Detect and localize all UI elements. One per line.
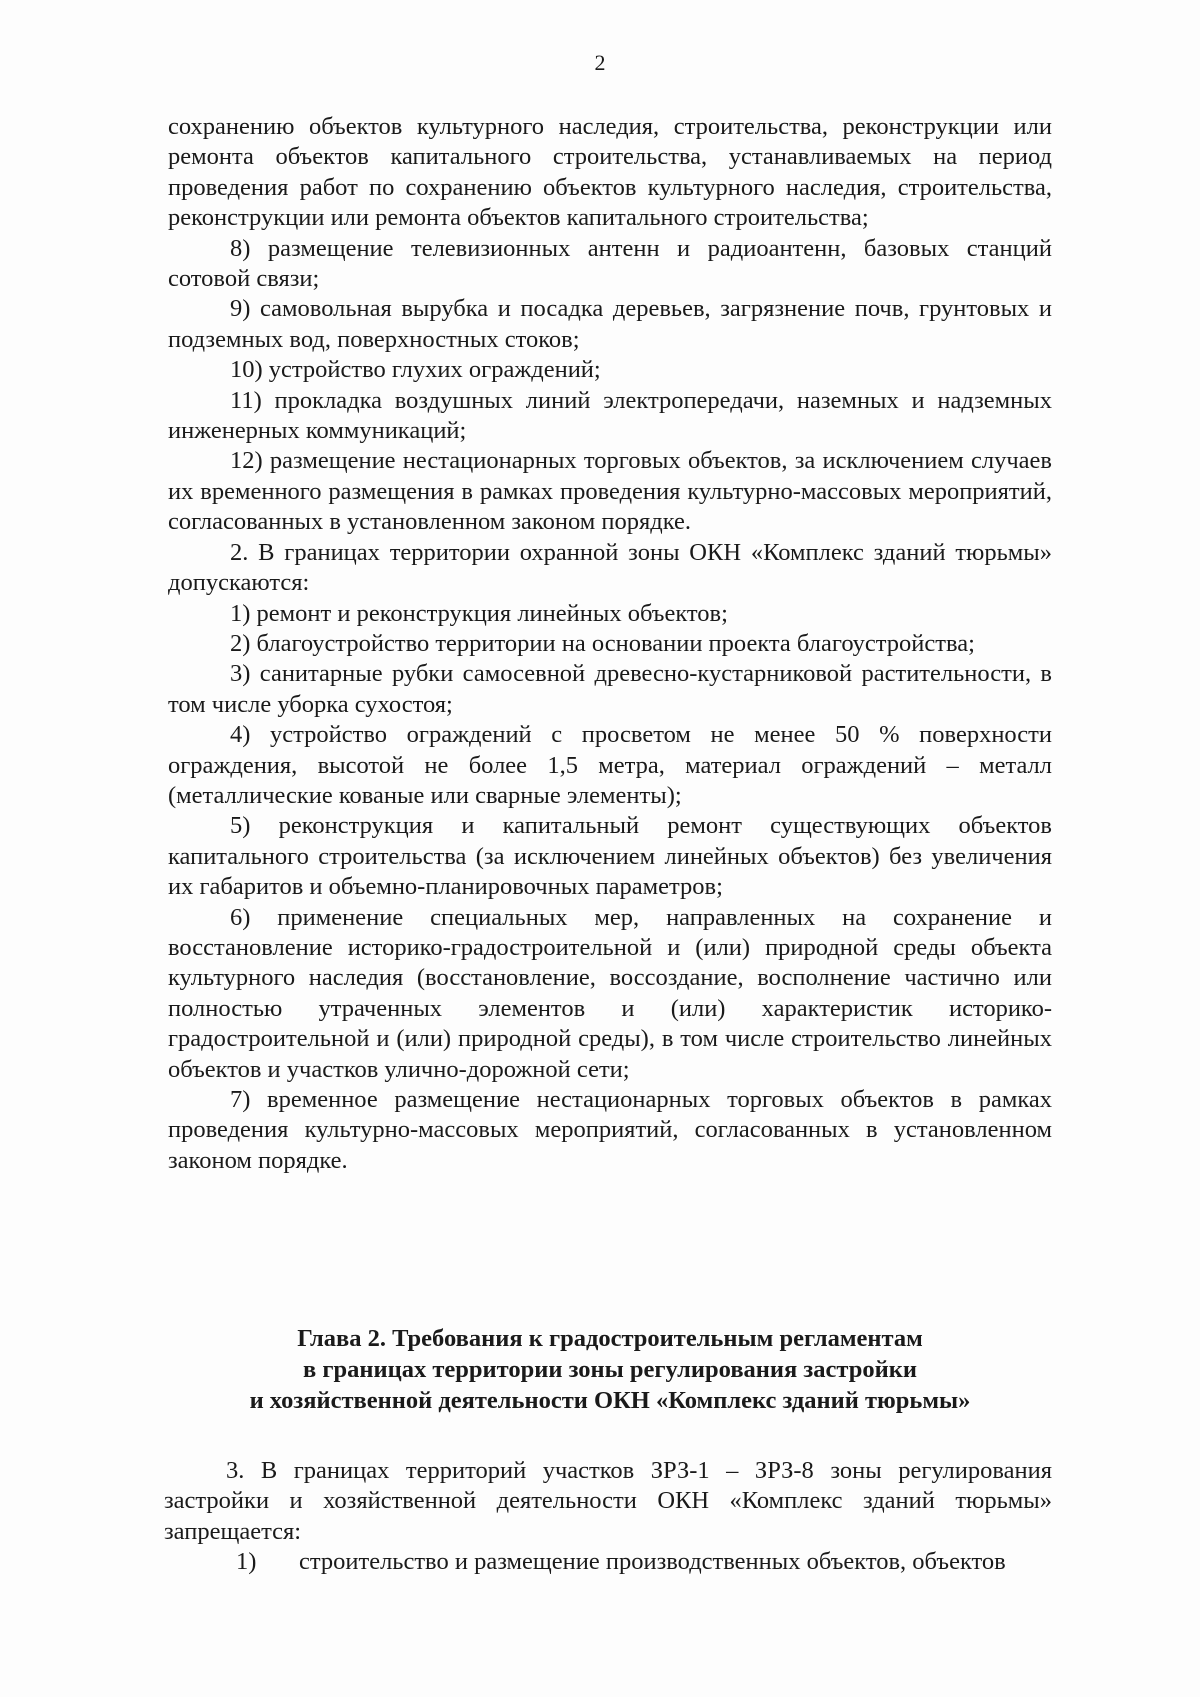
chapter-heading-line-1: Глава 2. Требования к градостроительным регламентам (297, 1325, 923, 1352)
chapter-heading-line-2: в границах территории зоны регулирования застройки (303, 1356, 917, 1383)
prohibited-item-1-number: 1) (236, 1548, 257, 1576)
section-3 (164, 1456, 1052, 1578)
clause-3-intro: 3. В границах территорий участков ЗРЗ-1 – ЗРЗ-8 зоны регулирования застройки и хозяйственной деятельности ОКН «Комплекс зданий тюрьмы» запрещается: (164, 1457, 1052, 1545)
list-item-9: 9) самовольная вырубка и посадка деревьев, загрязнение почв, грунтовых и подземных вод, поверхностных стоков; (168, 295, 1052, 353)
chapter-heading (168, 1323, 1052, 1416)
allowed-item-1: 1) ремонт и реконструкция линейных объектов; (230, 599, 728, 627)
allowed-item-2: 2) благоустройство территории на основании проекта благоустройства; (230, 629, 975, 657)
list-item-12: 12) размещение нестационарных торговых объектов, за исключением случаев их временного размещения в рамках проведения культурно-массовых мероприятий, согласованных в установленном законом порядке. (168, 447, 1052, 536)
allowed-item-3: 3) санитарные рубки самосевной древесно-кустарниковой растительности, в том числе уборка сухостоя; (168, 660, 1052, 718)
list-item-8: 8) размещение телевизионных антенн и радиоантенн, базовых станций сотовой связи; (168, 234, 1052, 293)
body-text (168, 112, 1052, 1176)
allowed-item-4: 4) устройство ограждений с просветом не менее 50 % поверхности ограждения, высотой не более 1,5 метра, материал ограждений – металл (металлические кованые или сварные элементы); (168, 721, 1052, 809)
prohibited-item-1 (164, 1547, 1052, 1577)
list-item-10: 10) устройство глухих ограждений; (230, 356, 601, 384)
list-item-11: 11) прокладка воздушных линий электропередачи, наземных и надземных инженерных коммуникаций; (168, 386, 1052, 445)
paragraph-continuation: сохранению объектов культурного наследия, строительства, реконструкции или ремонта объектов капитального строительства, устанавливаемых на период проведения работ по сохранению объектов культурного наследия, строительства, реконструкции или ремонта объектов капитального строительства; (168, 113, 1052, 232)
chapter-heading-line-3: и хозяйственной деятельности ОКН «Комплекс зданий тюрьмы» (249, 1387, 971, 1414)
allowed-item-7: 7) временное размещение нестационарных торговых объектов в рамках проведения культурно-массовых мероприятий, согласованных в установленном законом порядке. (168, 1086, 1052, 1174)
page-number: 2 (594, 50, 606, 75)
allowed-item-6: 6) применение специальных мер, направленных на сохранение и восстановление историко-градостроительной и (или) природной среды объекта культурного наследия (восстановление, воссоздание, восполнение частично или полностью утраченных элементов и (или) характеристик историко-градостроительной и (или) природной среды), в том числе строительство линейных объектов и участков улично-дорожной сети; (168, 903, 1052, 1083)
allowed-item-5: 5) реконструкция и капитальный ремонт существующих объектов капитального строительства (за исключением линейных объектов) без увеличения их габаритов и объемно-планировочных параметров; (168, 812, 1052, 901)
prohibited-item-1-text: строительство и размещение производственных объектов, объектов (299, 1548, 1006, 1576)
clause-2-intro: 2. В границах территории охранной зоны ОКН «Комплекс зданий тюрьмы» допускаются: (168, 538, 1052, 597)
